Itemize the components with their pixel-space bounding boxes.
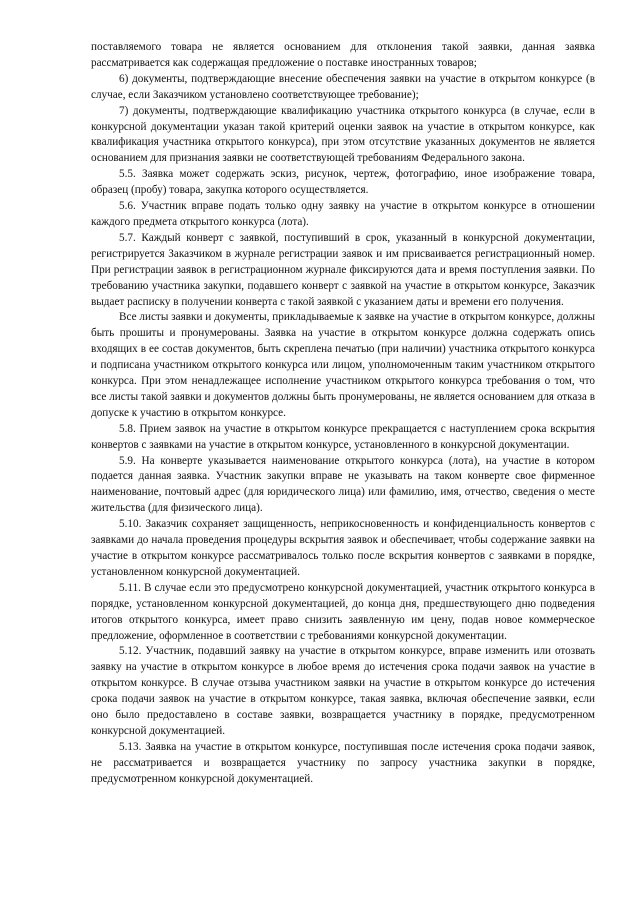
paragraph-5-12: 5.12. Участник, подавший заявку на участие в открытом конкурсе, вправе изменить или отозвать заявку на участие в открытом конкурсе в любое время до истечения срока подачи заявок на участие в открытом конкурсе. В случае отзыва участником заявки на участие в открытом конкурсе до истечения срока подачи заявок на участие в открытом конкурсе, такая заявка, включая обеспечение заявки, если оно было предоставлено в составе заявки, возвращается участнику в порядке, предусмотренном конкурсной документацией. — [91, 645, 595, 737]
paragraph-5-11: 5.11. В случае если это предусмотрено конкурсной документацией, участник открытого конкурса в порядке, установленном конкурсной документацией, до конца дня, предшествующего дню подведения итогов открытого конкурса, имеет право снизить заявленную им цену, подав новое коммерческое предложение, оформленное в соответствии с требованиями конкурсной документации. — [91, 581, 595, 642]
paragraph-5-13: 5.13. Заявка на участие в открытом конкурсе, поступившая после истечения срока подачи заявок, не рассматривается и возвращается участнику по запросу участника закупки в порядке, предусмотренном конкурсной документацией. — [91, 740, 595, 785]
paragraph-item-7: 7) документы, подтверждающие квалификацию участника открытого конкурса (в случае, если в конкурсной документации указан такой критерий оценки заявок на участие в открытом конкурсе, как квалификация участника открытого конкурса), при этом отсутствие указанных документов не является основанием для признания заявки не соответствующей требованиям Федерального закона. — [91, 104, 595, 165]
paragraph-sheets: Все листы заявки и документы, прикладываемые к заявке на участие в открытом конкурсе, должны быть прошиты и пронумерованы. Заявка на участие в открытом конкурсе должна содержать опись входящих в ее состав документов, быть скреплена печатью (при наличии) участника открытого конкурса и подписана участником открытого конкурса или лицом, уполномоченным таким участником открытого конкурса. При этом ненадлежащее исполнение участником открытого конкурса требования о том, что все листы такой заявки и документов должны быть пронумерованы, не является основанием для отказа в допуске к участию в открытом конкурсе. — [91, 311, 595, 419]
paragraph-continued: поставляемого товара не является основанием для отклонения такой заявки, данная заявка рассматривается как содержащая предложение о поставке иностранных товаров; — [91, 41, 595, 69]
paragraph-5-9: 5.9. На конверте указывается наименование открытого конкурса (лота), на участие в котором подается данная заявка. Участник закупки вправе не указывать на таком конверте свое фирменное наименование, почтовый адрес (для юридического лица) или фамилию, имя, отчество, сведения о месте жительства (для физического лица). — [91, 454, 595, 515]
paragraph-5-10: 5.10. Заказчик сохраняет защищенность, неприкосновенность и конфиденциальность конвертов с заявками до начала проведения процедуры вскрытия заявок и обеспечивает, чтобы содержание заявки на участие в открытом конкурсе рассматривалось только после вскрытия конвертов с заявками в порядке, установленном конкурсной документацией. — [91, 518, 595, 578]
paragraph-item-6: 6) документы, подтверждающие внесение обеспечения заявки на участие в открытом конкурсе (в случае, если Заказчиком установлено соответствующее требование); — [91, 72, 595, 101]
paragraph-5-6: 5.6. Участник вправе подать только одну заявку на участие в открытом конкурсе в отношении каждого предмета открытого конкурса (лота). — [91, 200, 595, 228]
paragraph-5-8: 5.8. Прием заявок на участие в открытом конкурсе прекращается с наступлением срока вскрытия конвертов с заявками на участие в открытом конкурсе, установленного в конкурсной документации. — [91, 422, 595, 451]
document-page — [91, 40, 595, 788]
paragraph-5-7: 5.7. Каждый конверт с заявкой, поступивший в срок, указанный в конкурсной документации, регистрируется Заказчиком в журнале регистрации заявок и им присваивается регистрационный номер. При регистрации заявок в регистрационном журнале фиксируются дата и время поступления заявки. По требованию участника закупки, подавшего конверт с заявкой на участие в открытом конкурсе, Заказчик выдает расписку в получении конверта с такой заявкой с указанием даты и времени его получения. — [91, 231, 595, 308]
paragraph-5-5: 5.5. Заявка может содержать эскиз, рисунок, чертеж, фотографию, иное изображение товара, образец (пробу) товара, закупка которого осуществляется. — [91, 168, 595, 197]
